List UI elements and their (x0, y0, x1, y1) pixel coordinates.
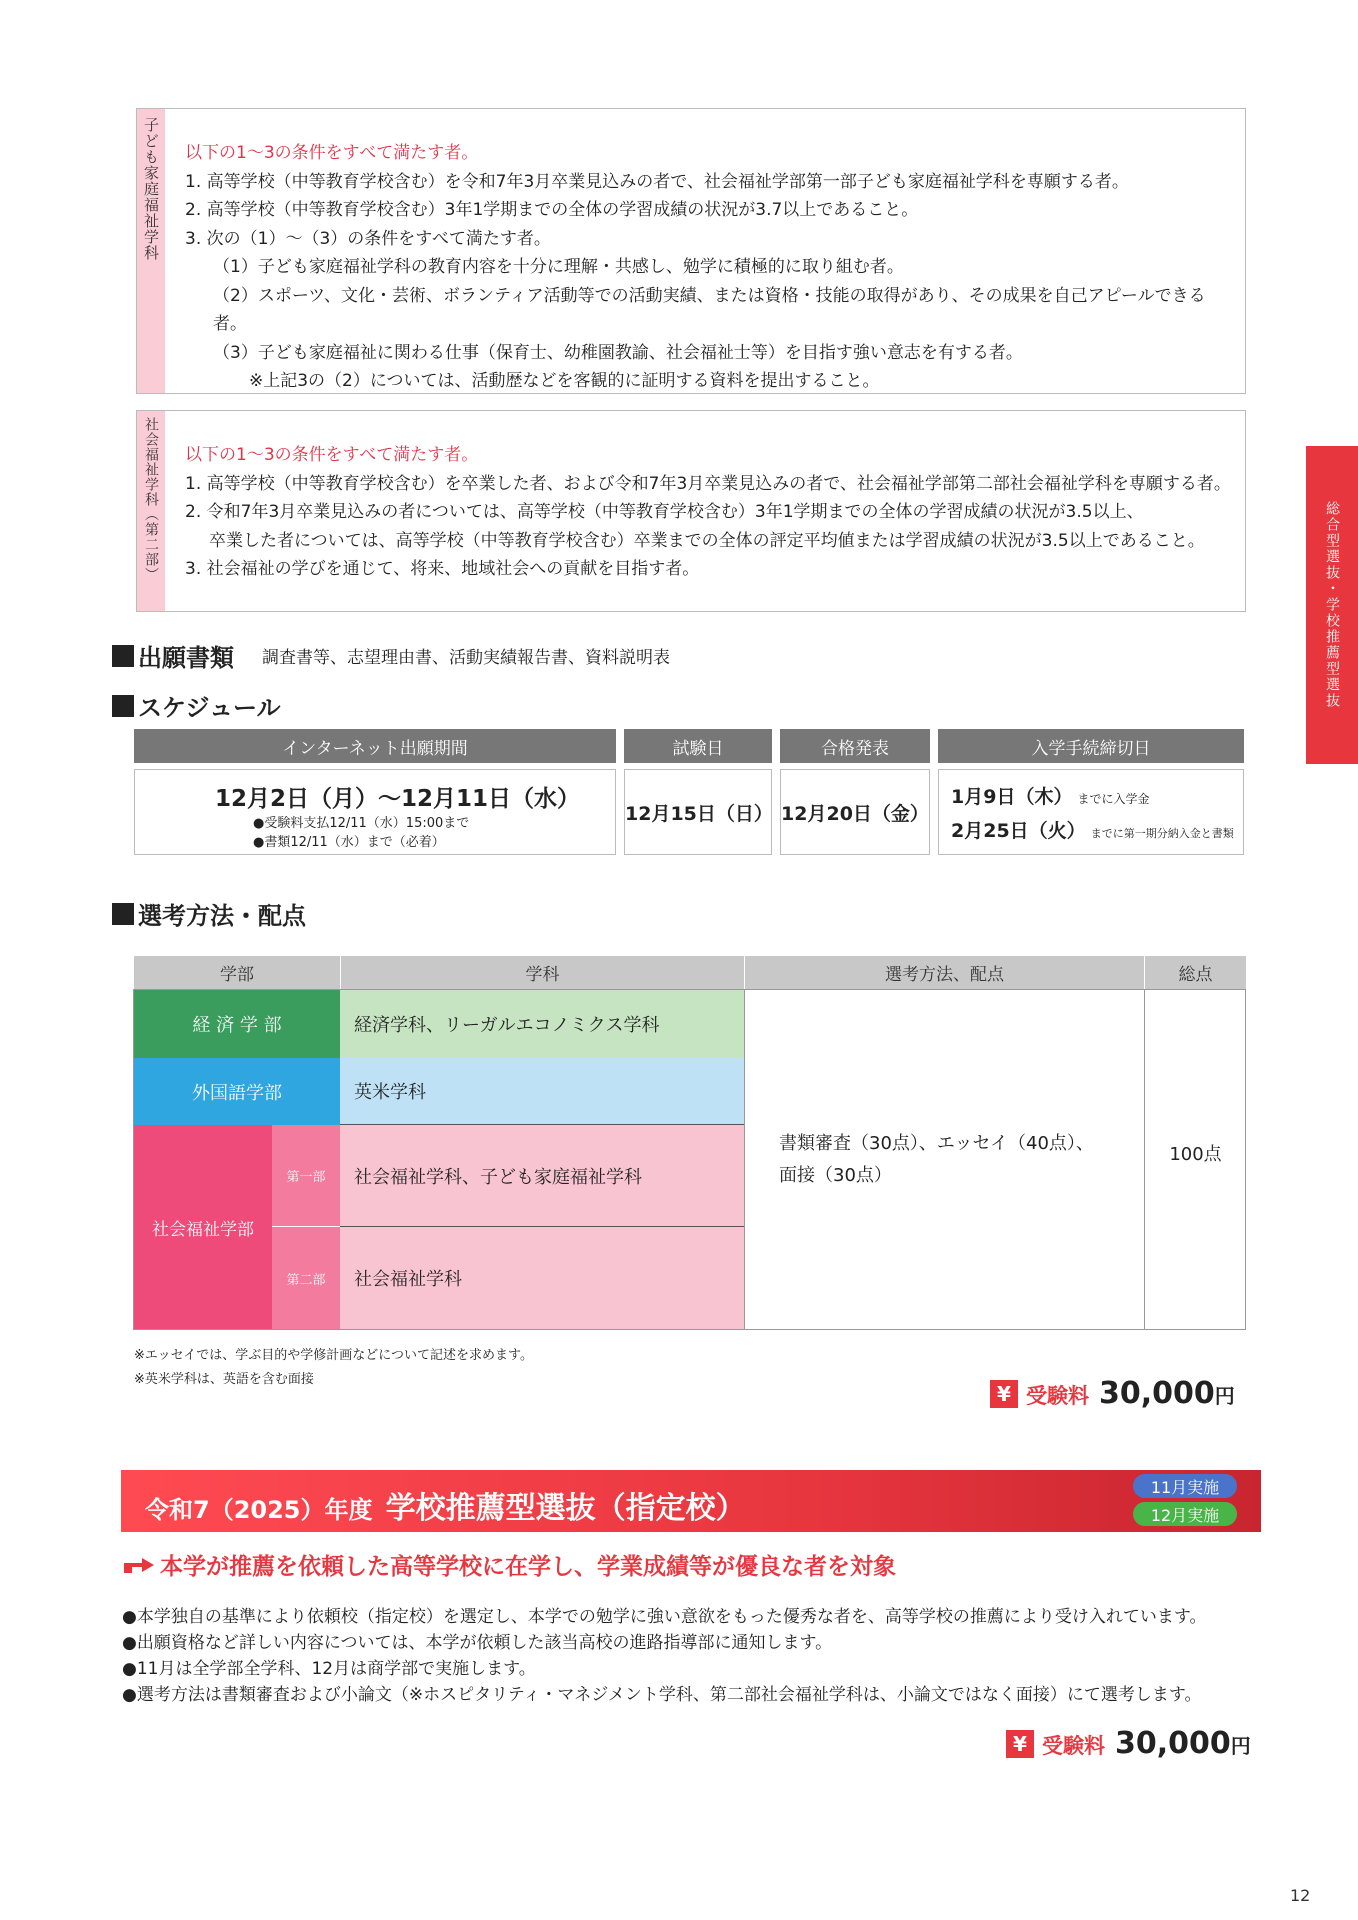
conditions-box-child-welfare (136, 108, 1246, 394)
november-badge: 11月実施 (1133, 1474, 1237, 1498)
fee-unit: 円 (1214, 1384, 1235, 1408)
yen-icon: ¥ (1006, 1730, 1034, 1758)
condition-1: 1. 高等学校（中等教育学校含む）を令和7年3月卒業見込みの者で、社会福祉学部第一部子ども家庭福祉学科を専願する者。 (185, 171, 1129, 192)
square-bullet-icon (112, 903, 134, 925)
method-line-2: 面接（30点） (779, 1164, 892, 1186)
method-cell (744, 990, 1144, 1329)
table-header-total: 総点 (1144, 956, 1246, 989)
schedule-header-application: インターネット出願期間 (134, 729, 616, 763)
result-date: 12月20日（金） (781, 802, 929, 825)
square-bullet-icon (112, 645, 134, 667)
schedule-procedure-cell (938, 769, 1244, 855)
bullet-2: ●出願資格など詳しい内容については、本学が依頼した該当高校の進路指導部に通知します。 (122, 1633, 833, 1653)
fee-label: 受験料 (1026, 1384, 1089, 1408)
page-number: 12 (1290, 1886, 1311, 1905)
docs-heading (112, 638, 670, 673)
selection-note-2: ※英米学科は、英語を含む面接 (134, 1372, 314, 1387)
bullet-1: ●本学独自の基準により依頼校（指定校）を選定し、本学での勉学に強い意欲をもった優秀な者を、高等学校の推薦により受け入れています。 (122, 1607, 1207, 1627)
schedule-header-procedure: 入学手続締切日 (938, 729, 1244, 763)
fee-label: 受験料 (1042, 1734, 1105, 1758)
selection-title: 選考方法・配点 (138, 902, 306, 930)
application-note-fee: ●受験料支払12/11（水）15:00まで (253, 816, 470, 831)
schedule-result-cell (780, 769, 930, 855)
condition-3: 3. 社会福祉の学びを通じて、将来、地域社会への貢献を目指す者。 (185, 559, 700, 579)
bullet-3: ●11月は全学部全学科、12月は商学部で実施します。 (122, 1659, 536, 1679)
welfare-departments-first: 社会福祉学科、子ども家庭福祉学科 (340, 1125, 744, 1227)
total-cell (1144, 990, 1246, 1329)
table-header-faculty: 学部 (134, 956, 340, 989)
target-line (122, 1548, 896, 1581)
fee-amount: 30,000 (1115, 1726, 1231, 1761)
conditions-box-social-welfare (136, 410, 1246, 612)
application-note-docs: ●書類12/11（水）まで（必着） (253, 835, 445, 850)
table-header-department: 学科 (340, 956, 744, 989)
total-score: 100点 (1169, 1144, 1222, 1165)
bullet-4: ●選考方法は書類審査および小論文（※ホスピタリティ・マネジメント学科、第二部社会福祉学科は、小論文ではなく面接）にて選考します。 (122, 1685, 1202, 1705)
box-body (185, 139, 1235, 396)
welfare-sub-second: 第二部 (272, 1227, 340, 1329)
condition-2-cont: 卒業した者については、高等学校（中等教育学校含む）卒業までの全体の評定平均値または学習成績の状況が3.5以上であること。 (209, 530, 1205, 551)
condition-3: 3. 次の（1）～（3）の条件をすべて満たす者。 (185, 228, 551, 249)
banner-title-main: 学校推薦型選抜（指定校） (385, 1491, 746, 1526)
procedure-date-2: 2月25日（火） (951, 820, 1086, 842)
welfare-departments-second: 社会福祉学科 (340, 1227, 744, 1329)
schedule-exam-cell (624, 769, 772, 855)
procedure-line-2 (951, 816, 1234, 843)
sub-condition-2: （2）スポーツ、文化・芸術、ボランティア活動等での活動実績、または資格・技能の取得があり、その成果を自己アピールできる者。 (213, 285, 1206, 334)
december-badge: 12月実施 (1133, 1502, 1237, 1526)
docs-text: 調査書等、志望理由書、活動実績報告書、資料説明表 (262, 648, 670, 668)
sub-note: ※上記3の（2）については、活動歴などを客観的に証明する資料を提出すること。 (249, 371, 880, 391)
recommendation-bullets (122, 1604, 1206, 1708)
box-body (185, 441, 1235, 584)
box-side-label: 子ども家庭福祉学科 (137, 109, 165, 393)
schedule-title: スケジュール (138, 694, 281, 722)
condition-2: 2. 高等学校（中等教育学校含む）3年1学期までの全体の学習成績の状況が3.7以上であること。 (185, 200, 919, 220)
yen-icon: ¥ (990, 1380, 1018, 1408)
procedure-note-2: までに第一期分納入金と書類 (1090, 827, 1234, 840)
banner-title-year: 令和7（2025）年度 (145, 1496, 373, 1524)
application-period: 12月2日（月）～12月11日（水） (215, 786, 581, 812)
lang-departments: 英米学科 (340, 1058, 744, 1125)
selection-note-1: ※エッセイでは、学ぶ目的や学修計画などについて記述を求めます。 (134, 1348, 533, 1363)
docs-title: 出願書類 (138, 644, 234, 672)
lang-faculty: 外国語学部 (134, 1058, 340, 1125)
section-side-tab: 総合型選抜・学校推薦型選抜 (1306, 446, 1358, 764)
recommendation-banner (121, 1470, 1261, 1532)
box-side-label: 社会福祉学科（第二部） (137, 411, 165, 611)
condition-1: 1. 高等学校（中等教育学校含む）を卒業した者、および令和7年3月卒業見込みの者で、社会福祉学部第二部社会福祉学科を専願する者。 (185, 473, 1231, 494)
condition-2: 2. 令和7年3月卒業見込みの者については、高等学校（中等教育学校含む）3年1学期までの全体の学習成績の状況が3.5以上、 (185, 502, 1144, 522)
sub-condition-3: （3）子ども家庭福祉に関わる仕事（保育士、幼稚園教諭、社会福祉士等）を目指す強い意志を有する者。 (213, 342, 1023, 363)
table-header-method: 選考方法、配点 (744, 956, 1144, 989)
sub-condition-1: （1）子ども家庭福祉学科の教育内容を十分に理解・共感し、勉学に積極的に取り組む者。 (213, 257, 904, 277)
fee-unit: 円 (1230, 1734, 1251, 1758)
schedule-header-result: 合格発表 (780, 729, 930, 763)
econ-faculty: 経 済 学 部 (134, 990, 340, 1058)
box-lead: 以下の1～3の条件をすべて満たす者。 (185, 445, 479, 465)
procedure-note-1: までに入学金 (1077, 792, 1150, 806)
fee-amount: 30,000 (1099, 1376, 1215, 1411)
method-line-1: 書類審査（30点）、エッセイ（40点）、 (779, 1132, 1094, 1154)
procedure-line-1 (951, 782, 1150, 809)
pointing-hand-icon (122, 1553, 156, 1577)
selection-heading (112, 896, 306, 931)
schedule-header-exam: 試験日 (624, 729, 772, 763)
exam-date: 12月15日（日） (625, 802, 773, 825)
target-text: 本学が推薦を依頼した高等学校に在学し、学業成績等が優良な者を対象 (160, 1554, 896, 1580)
welfare-faculty: 社会福祉学部 (134, 1125, 272, 1329)
square-bullet-icon (112, 695, 134, 717)
exam-fee-2 (1006, 1726, 1251, 1761)
procedure-date-1: 1月9日（木） (951, 786, 1073, 808)
box-lead: 以下の1～3の条件をすべて満たす者。 (185, 143, 479, 163)
welfare-sub-first: 第一部 (272, 1125, 340, 1227)
banner-title (145, 1483, 746, 1527)
schedule-application-cell (134, 769, 616, 855)
econ-departments: 経済学科、リーガルエコノミクス学科 (340, 990, 744, 1058)
schedule-heading (112, 688, 281, 723)
exam-fee-1 (990, 1376, 1235, 1411)
